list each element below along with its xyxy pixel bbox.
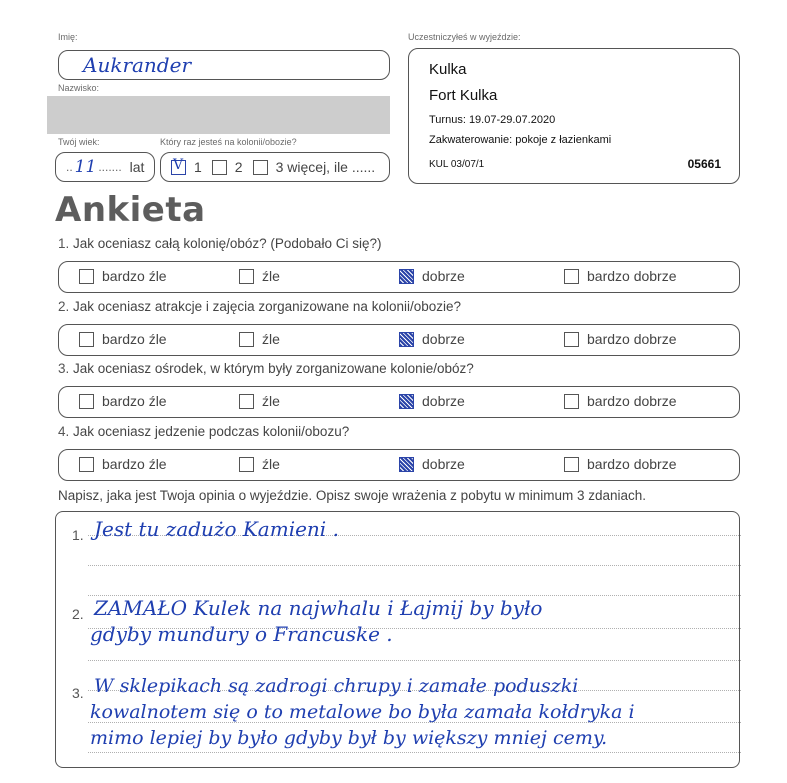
camp-number: 05661 [687,157,721,171]
option-label: bardzo dobrze [587,331,677,347]
option-label: źle [262,456,280,472]
question-label: Jak oceniasz jedzenie podczas kolonii/obozu? [73,424,350,439]
checkbox[interactable] [239,332,254,347]
question-4-option-4[interactable] [564,456,677,472]
ktory-raz-label: Który raz jesteś na kolonii/obozie? [160,137,297,147]
ktory-raz-option-3[interactable]: 3 więcej, ile ...... [253,159,376,175]
ruled-line [88,752,741,753]
question-2-option-1[interactable] [79,331,167,347]
option-label: dobrze [422,268,465,284]
checkbox[interactable] [399,457,414,472]
nazwisko-label: Nazwisko: [58,83,100,93]
handwritten-line: Jest tu zadużo Kamieni . [94,517,339,541]
option-label: dobrze [422,456,465,472]
wiek-field[interactable]: .. 11 ....... lat [55,152,155,182]
question-2-option-4[interactable] [564,331,677,347]
checkbox[interactable] [79,457,94,472]
ktory-raz-checkbox-3[interactable] [253,160,268,175]
question-number: 1. [58,236,70,251]
camp-turnus: Turnus: 19.07-29.07.2020 [429,114,556,126]
question-4-options [58,449,740,481]
option-label: bardzo źle [102,331,167,347]
ktory-raz-checkbox-1[interactable]: V [171,160,186,175]
question-3-option-1[interactable] [79,393,167,409]
ktory-raz-option-1[interactable]: V 1 [173,156,202,175]
option-label: źle [262,331,280,347]
ktory-raz-checkbox-2[interactable] [212,160,227,175]
checkbox[interactable] [79,394,94,409]
option-label: bardzo źle [102,456,167,472]
ktory-raz-option-2[interactable]: 2 [212,159,243,175]
checkbox[interactable] [564,457,579,472]
camp-label: Uczestniczyłeś w wyjeździe: [408,32,521,42]
camp-card [408,48,740,184]
checkbox[interactable] [399,394,414,409]
question-1-option-1[interactable] [79,268,167,284]
question-3-option-2[interactable] [239,393,280,409]
question-4-text [58,424,349,439]
option-label: dobrze [422,393,465,409]
checkbox[interactable] [564,394,579,409]
wiek-value: 11 [74,157,97,177]
question-3-text [58,361,474,376]
opinion-entry-number: 2. [72,606,84,622]
option-label: źle [262,393,280,409]
handwritten-line: mimo lepiej by było gdyby był by większy mniej cemy. [90,727,608,749]
opinion-entry-number: 3. [72,685,84,701]
checkbox[interactable] [399,269,414,284]
question-1-option-2[interactable] [239,268,280,284]
handwritten-line: W sklepikach są zadrogi chrupy i zamałe poduszki [94,675,579,697]
checkbox[interactable] [239,269,254,284]
checkbox[interactable] [399,332,414,347]
question-number: 3. [58,361,70,376]
option-label: dobrze [422,331,465,347]
checkbox[interactable] [564,332,579,347]
handwritten-line: gdyby mundury o Francuske . [90,622,393,646]
question-number: 2. [58,299,70,314]
question-2-text [58,299,461,314]
question-label: Jak oceniasz atrakcje i zajęcia zorganizowane na kolonii/obozie? [73,299,462,314]
option-label: bardzo źle [102,393,167,409]
option-label: źle [262,268,280,284]
checkbox[interactable] [239,457,254,472]
ruled-line [88,660,741,661]
opinion-entry-number: 1. [72,527,84,543]
camp-fort: Fort Kulka [429,87,498,104]
checkbox[interactable] [239,394,254,409]
option-label: bardzo dobrze [587,456,677,472]
checkbox[interactable] [564,269,579,284]
question-2-option-2[interactable] [239,331,280,347]
checkbox[interactable] [79,269,94,284]
handwritten-line: ZAMAŁO Kulek na najwhalu i Łajmij by było [94,596,543,620]
question-3-option-4[interactable] [564,393,677,409]
nazwisko-redacted [47,96,390,134]
option-label: bardzo dobrze [587,393,677,409]
question-1-option-3[interactable] [399,268,465,284]
page-title: Ankieta [55,190,206,230]
question-label: Jak oceniasz ośrodek, w którym były zorganizowane kolonie/obóz? [73,361,474,376]
question-2-options [58,324,740,356]
question-3-option-3[interactable] [399,393,465,409]
imie-value: Aukrander [83,53,192,77]
ruled-line [88,565,741,566]
camp-zakwaterowanie: Zakwaterowanie: pokoje z łazienkami [429,134,612,146]
question-number: 4. [58,424,70,439]
wiek-suffix: lat [129,159,145,175]
imie-label: Imię: [58,32,78,42]
question-3-options [58,386,740,418]
question-4-option-3[interactable] [399,456,465,472]
option-label: bardzo źle [102,268,167,284]
opinion-prompt: Napisz, jaka jest Twoja opinia o wyjeździe. Opisz swoje wrażenia z pobytu w minimum 3 zdaniach. [58,488,647,503]
question-4-option-2[interactable] [239,456,280,472]
wiek-label: Twój wiek: [58,137,100,147]
ktory-raz-field [160,152,390,182]
question-1-text [58,236,381,251]
checkbox[interactable] [79,332,94,347]
camp-name: Kulka [429,61,467,78]
handwritten-line: kowalnotem się o to metalowe bo była zamała kołdryka i [90,701,635,723]
question-label: Jak oceniasz całą kolonię/obóz? (Podobało Ci się?) [73,236,382,251]
question-2-option-3[interactable] [399,331,465,347]
question-4-option-1[interactable] [79,456,167,472]
question-1-option-4[interactable] [564,268,677,284]
option-label: bardzo dobrze [587,268,677,284]
camp-code: KUL 03/07/1 [429,159,485,170]
imie-field[interactable] [58,50,390,80]
question-1-options [58,261,740,293]
